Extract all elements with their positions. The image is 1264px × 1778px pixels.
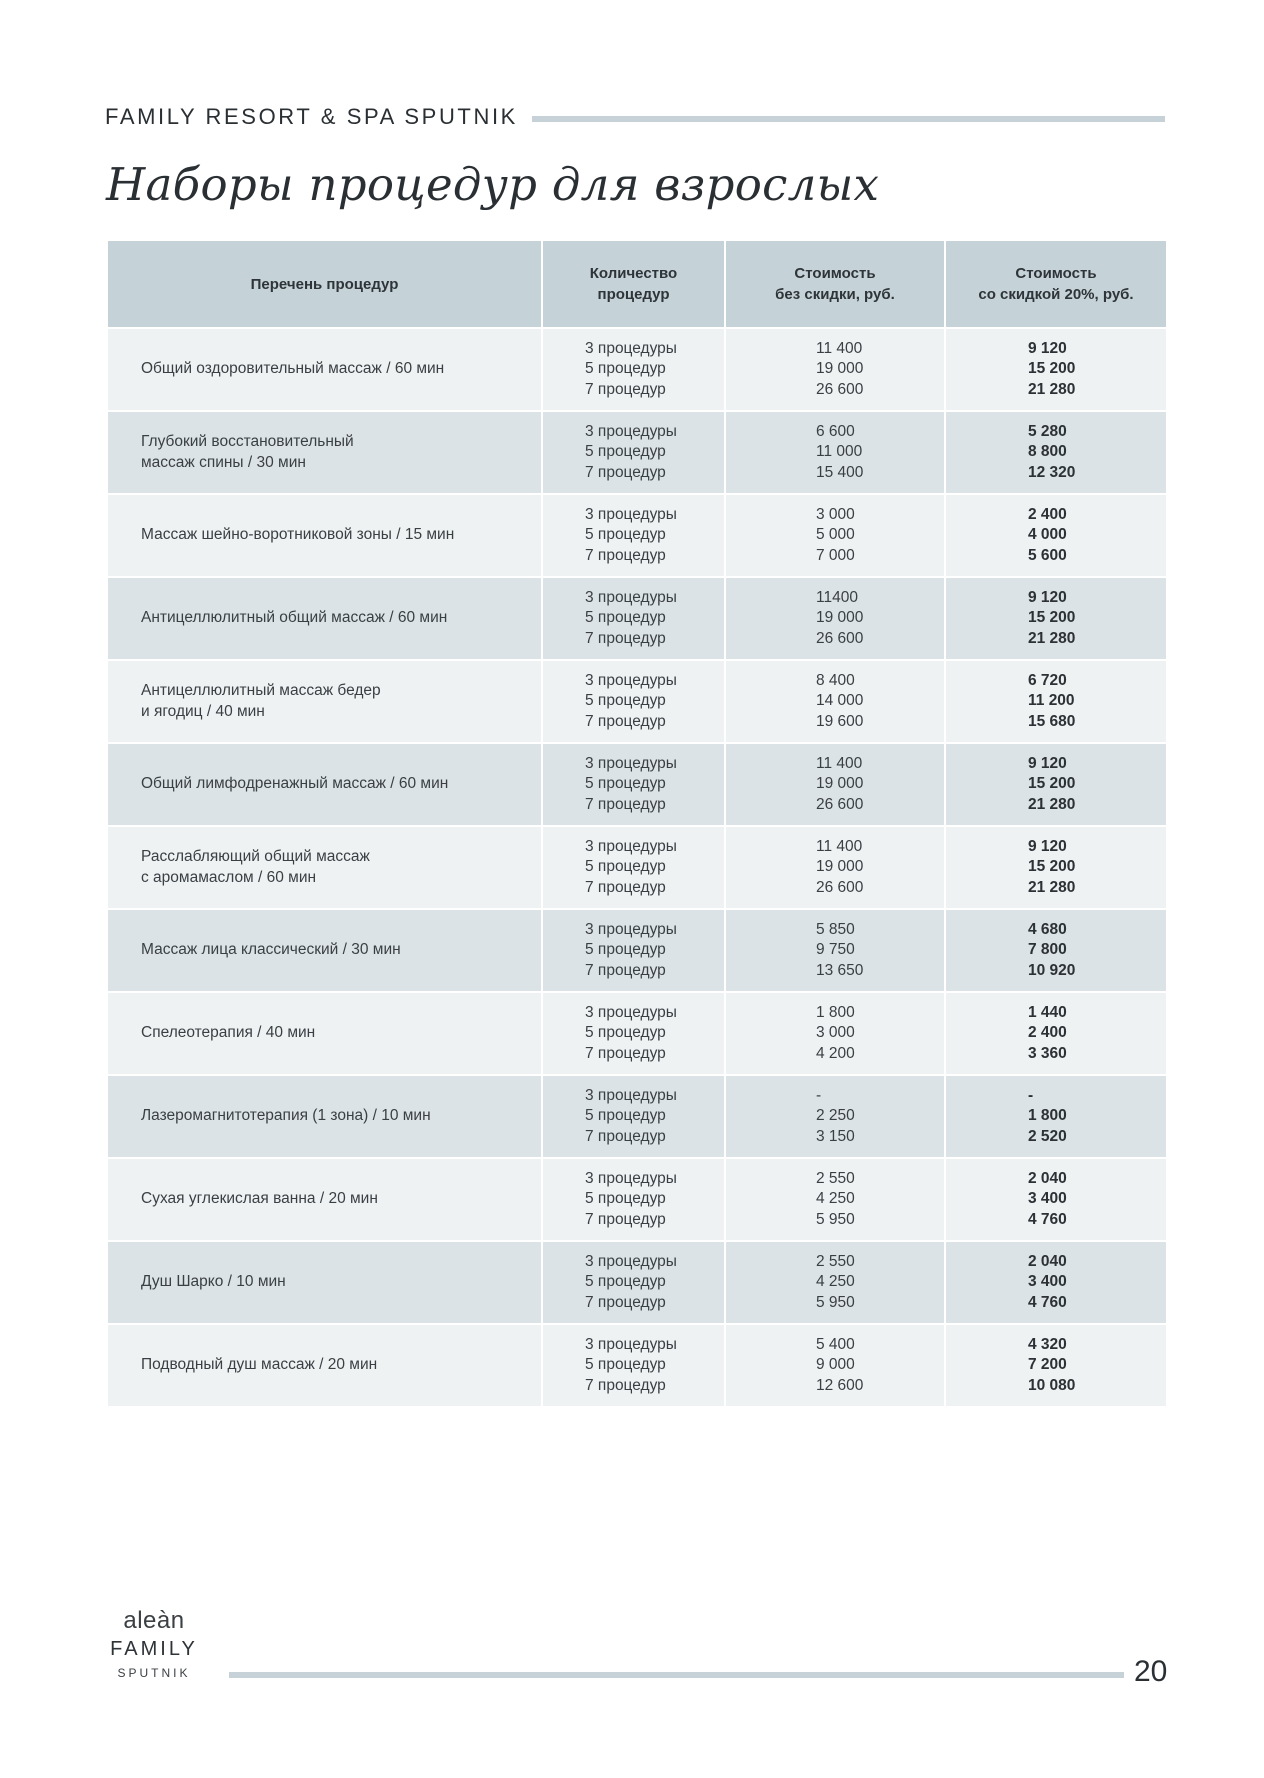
price-full-value: 4 200 <box>816 1044 855 1062</box>
price-discount <box>945 909 1166 992</box>
procedure-name-text: Душ Шарко / 10 мин <box>141 1273 286 1291</box>
procedure-name <box>108 494 542 577</box>
price-discount-value: 10 920 <box>1028 961 1076 979</box>
price-discount-value: 15 200 <box>1028 609 1076 627</box>
table-row <box>108 909 1166 992</box>
table-row <box>108 992 1166 1075</box>
price-full-value: 11400 <box>816 588 858 606</box>
quantity-value: 3 процедуры <box>585 920 677 938</box>
procedure-name <box>108 328 542 411</box>
price-full-value: 2 250 <box>816 1107 855 1125</box>
procedure-quantity <box>542 992 725 1075</box>
quantity-value: 7 процедур <box>585 1210 666 1228</box>
price-full-value: 19 000 <box>816 360 864 378</box>
procedure-quantity <box>542 411 725 494</box>
quantity-value: 3 процедуры <box>585 1169 677 1187</box>
procedure-name <box>108 1241 542 1324</box>
price-discount-value: 9 120 <box>1028 754 1067 772</box>
quantity-value: 5 процедур <box>585 443 666 461</box>
quantity-value: 3 процедуры <box>585 1003 677 1021</box>
price-full-value: - <box>816 1086 822 1104</box>
price-discount-value: 2 040 <box>1028 1252 1067 1270</box>
procedure-name-text: Глубокий восстановительный <box>141 433 354 450</box>
price-discount-value: 5 280 <box>1028 422 1067 440</box>
header-text: Стоимость <box>794 265 876 282</box>
price-discount-value: 7 200 <box>1028 1356 1067 1374</box>
quantity-value: 7 процедур <box>585 1044 666 1062</box>
procedure-name-text: и ягодиц / 40 мин <box>141 702 265 720</box>
logo-family-text: FAMILY <box>110 1638 198 1660</box>
quantity-value: 5 процедур <box>585 775 666 793</box>
price-discount-value: 3 360 <box>1028 1044 1067 1062</box>
price-full-value: 5 950 <box>816 1210 855 1228</box>
price-discount <box>945 411 1166 494</box>
table-row <box>108 743 1166 826</box>
price-full-value: 9 000 <box>816 1356 855 1374</box>
quantity-value: 3 процедуры <box>585 588 677 606</box>
quantity-value: 7 процедур <box>585 1127 666 1145</box>
price-discount <box>945 660 1166 743</box>
quantity-value: 3 процедуры <box>585 1335 677 1353</box>
procedures-price-table <box>108 241 1166 1406</box>
price-full-value: 4 250 <box>816 1190 855 1208</box>
page-header <box>105 102 1165 132</box>
quantity-value: 7 процедур <box>585 629 666 647</box>
price-full-value: 26 600 <box>816 795 864 813</box>
procedure-name <box>108 909 542 992</box>
price-discount-value: 1 440 <box>1028 1003 1067 1021</box>
quantity-value: 3 процедуры <box>585 837 677 855</box>
procedure-name-text: Сухая углекислая ванна / 20 мин <box>141 1190 378 1208</box>
price-full-value: 11 400 <box>816 754 863 772</box>
procedure-name-text: Спелеотерапия / 40 мин <box>141 1024 316 1042</box>
quantity-value: 7 процедур <box>585 546 666 564</box>
table-row <box>108 826 1166 909</box>
procedure-name-text: Расслабляющий общий массаж <box>141 848 370 865</box>
quantity-value: 7 процедур <box>585 878 666 896</box>
header-text: Количество <box>589 265 678 282</box>
procedure-name <box>108 1158 542 1241</box>
price-discount-value: 12 320 <box>1028 463 1076 481</box>
price-discount-value: 4 000 <box>1028 526 1067 544</box>
quantity-value: 7 процедур <box>585 795 666 813</box>
procedure-quantity <box>542 328 725 411</box>
procedure-quantity <box>542 826 725 909</box>
price-full <box>725 328 945 411</box>
price-full-value: 11 400 <box>816 837 863 855</box>
price-full-value: 26 600 <box>816 629 864 647</box>
header-text: без скидки, руб. <box>775 286 895 303</box>
price-discount-value: 3 400 <box>1028 1273 1067 1291</box>
price-discount-value: 7 800 <box>1028 941 1067 959</box>
quantity-value: 5 процедур <box>585 609 666 627</box>
procedure-quantity <box>542 577 725 660</box>
quantity-value: 5 процедур <box>585 1107 666 1125</box>
price-full <box>725 660 945 743</box>
procedure-name <box>108 411 542 494</box>
price-full-value: 2 550 <box>816 1252 855 1270</box>
price-discount-value: - <box>1028 1086 1034 1104</box>
price-full-value: 3 000 <box>816 1024 855 1042</box>
alean-family-sputnik-logo <box>104 1608 204 1682</box>
price-full-value: 19 000 <box>816 775 864 793</box>
table-row <box>108 1241 1166 1324</box>
price-full-value: 26 600 <box>816 878 864 896</box>
quantity-value: 5 процедур <box>585 858 666 876</box>
quantity-value: 5 процедур <box>585 360 666 378</box>
price-full <box>725 577 945 660</box>
price-full-value: 5 950 <box>816 1293 855 1311</box>
price-discount-value: 4 760 <box>1028 1293 1067 1311</box>
price-discount-value: 4 760 <box>1028 1210 1067 1228</box>
table-row <box>108 1158 1166 1241</box>
quantity-value: 3 процедуры <box>585 1086 677 1104</box>
price-discount-value: 3 400 <box>1028 1190 1067 1208</box>
price-discount-value: 1 800 <box>1028 1107 1067 1125</box>
procedure-name-text: массаж спины / 30 мин <box>141 453 306 471</box>
price-full-value: 12 600 <box>816 1376 864 1394</box>
price-discount-value: 8 800 <box>1028 443 1067 461</box>
header-text: процедур <box>597 286 670 303</box>
procedure-name-text: Антицеллюлитный массаж бедер <box>141 682 381 699</box>
price-discount-value: 21 280 <box>1028 380 1076 398</box>
price-discount-value: 9 120 <box>1028 339 1067 357</box>
procedure-name-text: Антицеллюлитный общий массаж / 60 мин <box>141 609 448 627</box>
procedure-name-text: Общий лимфодренажный массаж / 60 мин <box>141 775 449 793</box>
price-full <box>725 826 945 909</box>
price-discount-value: 21 280 <box>1028 878 1076 896</box>
brand-title: FAMILY RESORT & SPA SPUTNIK <box>105 104 518 129</box>
price-full-value: 19 600 <box>816 712 864 730</box>
price-full-value: 5 850 <box>816 920 855 938</box>
price-full <box>725 743 945 826</box>
price-discount <box>945 992 1166 1075</box>
procedure-name-text: Подводный душ массаж / 20 мин <box>141 1356 378 1374</box>
quantity-value: 7 процедур <box>585 1293 666 1311</box>
table-row <box>108 494 1166 577</box>
quantity-value: 3 процедуры <box>585 505 677 523</box>
quantity-value: 3 процедуры <box>585 422 677 440</box>
quantity-value: 5 процедур <box>585 692 666 710</box>
page-number: 20 <box>1134 1655 1168 1688</box>
price-discount-value: 15 200 <box>1028 360 1076 378</box>
price-full <box>725 1075 945 1158</box>
procedure-quantity <box>542 1241 725 1324</box>
procedure-name <box>108 743 542 826</box>
procedure-name <box>108 1324 542 1406</box>
price-discount-value: 15 200 <box>1028 858 1076 876</box>
price-discount-value: 15 200 <box>1028 775 1076 793</box>
price-full <box>725 992 945 1075</box>
procedure-name-text: Общий оздоровительный массаж / 60 мин <box>141 360 445 378</box>
header-divider <box>532 116 1165 122</box>
table-row <box>108 328 1166 411</box>
price-discount-value: 2 040 <box>1028 1169 1067 1187</box>
price-full-value: 4 250 <box>816 1273 855 1291</box>
quantity-value: 7 процедур <box>585 380 666 398</box>
price-full-value: 19 000 <box>816 609 864 627</box>
header-quantity <box>542 241 725 328</box>
price-full-value: 8 400 <box>816 671 855 689</box>
footer-divider <box>229 1672 1124 1678</box>
quantity-value: 3 процедуры <box>585 339 677 357</box>
price-discount <box>945 1158 1166 1241</box>
header-price-full <box>725 241 945 328</box>
procedure-quantity <box>542 494 725 577</box>
price-discount-value: 2 520 <box>1028 1127 1067 1145</box>
price-discount-value: 4 320 <box>1028 1335 1067 1353</box>
price-full <box>725 1324 945 1406</box>
quantity-value: 5 процедур <box>585 1024 666 1042</box>
procedure-name-text: Массаж лица классический / 30 мин <box>141 941 401 959</box>
procedure-quantity <box>542 1075 725 1158</box>
price-full-value: 15 400 <box>816 463 864 481</box>
procedure-quantity <box>542 743 725 826</box>
price-discount-value: 6 720 <box>1028 671 1067 689</box>
quantity-value: 3 процедуры <box>585 671 677 689</box>
price-discount-value: 4 680 <box>1028 920 1067 938</box>
procedure-name <box>108 577 542 660</box>
price-discount <box>945 328 1166 411</box>
procedure-name-text: Лазеромагнитотерапия (1 зона) / 10 мин <box>141 1107 431 1125</box>
page-title: Наборы процедур для взрослых <box>106 158 880 211</box>
price-discount <box>945 494 1166 577</box>
price-full-value: 5 000 <box>816 526 855 544</box>
price-full <box>725 411 945 494</box>
price-discount-value: 21 280 <box>1028 629 1076 647</box>
price-discount <box>945 826 1166 909</box>
price-full-value: 1 800 <box>816 1003 855 1021</box>
procedure-name <box>108 826 542 909</box>
quantity-value: 7 процедур <box>585 1376 666 1394</box>
price-discount-value: 11 200 <box>1028 692 1075 710</box>
quantity-value: 5 процедур <box>585 1190 666 1208</box>
price-full <box>725 1241 945 1324</box>
price-full-value: 9 750 <box>816 941 855 959</box>
price-full-value: 19 000 <box>816 858 864 876</box>
procedure-name <box>108 660 542 743</box>
procedure-name-text: с аромамаслом / 60 мин <box>141 868 317 886</box>
header-price-discount <box>945 241 1166 328</box>
price-full-value: 3 150 <box>816 1127 855 1145</box>
price-discount <box>945 743 1166 826</box>
procedure-quantity <box>542 909 725 992</box>
price-full-value: 2 550 <box>816 1169 855 1187</box>
procedure-name <box>108 992 542 1075</box>
price-discount-value: 2 400 <box>1028 505 1067 523</box>
price-discount <box>945 1241 1166 1324</box>
price-discount-value: 10 080 <box>1028 1376 1076 1394</box>
price-discount-value: 5 600 <box>1028 546 1067 564</box>
procedure-quantity <box>542 660 725 743</box>
header-text: со скидкой 20%, руб. <box>978 286 1134 303</box>
header-text: Перечень процедур <box>250 275 399 293</box>
price-discount-value: 2 400 <box>1028 1024 1067 1042</box>
table-row <box>108 411 1166 494</box>
table-row <box>108 1075 1166 1158</box>
header-text: Стоимость <box>1015 265 1097 282</box>
logo-sputnik-text: SPUTNIK <box>117 1666 191 1680</box>
price-discount-value: 9 120 <box>1028 588 1067 606</box>
price-discount-value: 15 680 <box>1028 712 1076 730</box>
table-row <box>108 1324 1166 1406</box>
header-procedure-list <box>108 241 542 328</box>
price-full <box>725 1158 945 1241</box>
price-full-value: 26 600 <box>816 380 864 398</box>
price-full-value: 3 000 <box>816 505 855 523</box>
price-full-value: 13 650 <box>816 961 864 979</box>
price-full <box>725 494 945 577</box>
price-full <box>725 909 945 992</box>
price-full-value: 5 400 <box>816 1335 855 1353</box>
table-header-row <box>108 241 1166 328</box>
price-full-value: 6 600 <box>816 422 855 440</box>
price-discount <box>945 577 1166 660</box>
price-full-value: 11 000 <box>816 443 863 461</box>
procedure-quantity <box>542 1324 725 1406</box>
price-discount <box>945 1075 1166 1158</box>
procedure-quantity <box>542 1158 725 1241</box>
quantity-value: 3 процедуры <box>585 1252 677 1270</box>
quantity-value: 5 процедур <box>585 526 666 544</box>
table-row <box>108 660 1166 743</box>
price-full-value: 11 400 <box>816 339 863 357</box>
quantity-value: 7 процедур <box>585 712 666 730</box>
price-discount-value: 9 120 <box>1028 837 1067 855</box>
quantity-value: 5 процедур <box>585 1273 666 1291</box>
quantity-value: 7 процедур <box>585 463 666 481</box>
price-full-value: 7 000 <box>816 546 855 564</box>
price-full-value: 14 000 <box>816 692 864 710</box>
table-row <box>108 577 1166 660</box>
quantity-value: 5 процедур <box>585 941 666 959</box>
price-discount <box>945 1324 1166 1406</box>
price-discount-value: 21 280 <box>1028 795 1076 813</box>
logo-alean-text: aleàn <box>123 1607 185 1634</box>
quantity-value: 5 процедур <box>585 1356 666 1374</box>
table-body <box>108 328 1166 1406</box>
procedure-name <box>108 1075 542 1158</box>
procedure-name-text: Массаж шейно-воротниковой зоны / 15 мин <box>141 526 455 544</box>
quantity-value: 3 процедуры <box>585 754 677 772</box>
quantity-value: 7 процедур <box>585 961 666 979</box>
